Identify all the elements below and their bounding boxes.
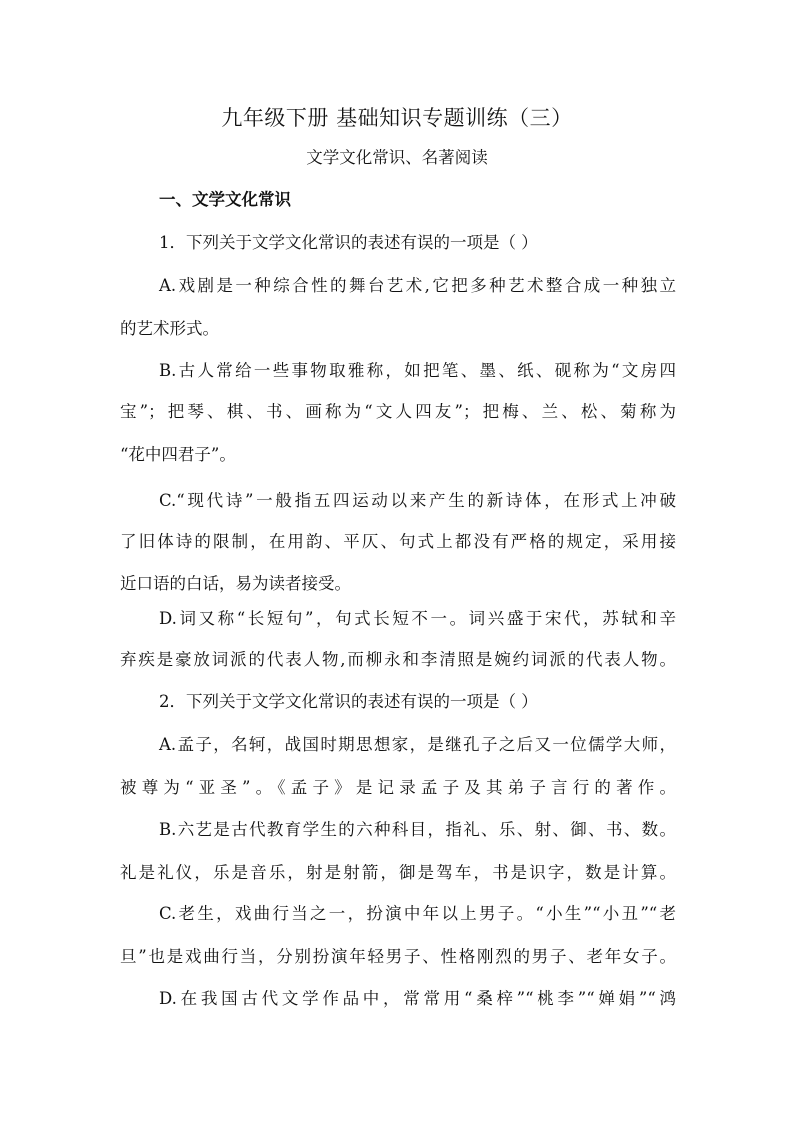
- question-1-option-c: C.“现代诗”一般指五四运动以来产生的新诗体，在形式上冲破: [159, 491, 676, 510]
- question-1-option-b: B.古人常给一些事物取雅称，如把笔、墨、纸、砚称为“文房四: [159, 361, 676, 380]
- question-1-option-d-cont: 弃疾是豪放词派的代表人物,而柳永和李清照是婉约词派的代表人物。: [120, 650, 676, 669]
- question-1-option-c-cont: 了旧体诗的限制，在用韵、平仄、句式上都没有严格的规定，采用接: [120, 532, 676, 551]
- question-1-option-d: D.词又称“长短句”，句式长短不一。词兴盛于宋代，苏轼和辛: [159, 609, 676, 628]
- question-2-option-b: B.六艺是古代教育学生的六种科目，指礼、乐、射、御、书、数。: [159, 820, 676, 839]
- question-2-option-c: C.老生，戏曲行当之一，扮演中年以上男子。“小生”“小丑”“老: [159, 904, 676, 923]
- question-1-option-a-cont: 的艺术形式。: [120, 319, 219, 338]
- question-2-option-a-cont: 被尊为“亚圣”。《孟子》是记录孟子及其弟子言行的著作。: [120, 778, 676, 797]
- question-2-option-b-cont: 礼是礼仪，乐是音乐，射是射箭，御是驾车，书是识字，数是计算。: [120, 863, 676, 882]
- question-2-option-c-cont: 旦”也是戏曲行当，分别扮演年轻男子、性格刚烈的男子、老年女子。: [120, 947, 676, 966]
- question-2-stem: 2．下列关于文学文化常识的表述有误的一项是（ ）: [159, 692, 538, 711]
- question-1-option-a: A.戏剧是一种综合性的舞台艺术,它把多种艺术整合成一种独立: [159, 276, 676, 295]
- document-subtitle: 文学文化常识、名著阅读: [306, 148, 488, 167]
- question-1-option-c-cont-2: 近口语的白话，易为读者接受。: [120, 574, 351, 593]
- question-1-option-b-cont-2: “花中四君子”。: [120, 445, 236, 464]
- question-1-stem: 1．下列关于文学文化常识的表述有误的一项是（ ）: [159, 233, 538, 252]
- question-2-option-d: D.在我国古代文学作品中，常常用“桑梓”“桃李”“婵娟”“鸿: [159, 989, 676, 1008]
- question-1-option-b-cont: 宝”；把琴、棋、书、画称为“文人四友”；把梅、兰、松、菊称为: [120, 402, 676, 421]
- document-title: 九年级下册 基础知识专题训练（三）: [221, 106, 573, 130]
- question-2-option-a: A.孟子，名轲，战国时期思想家，是继孔子之后又一位儒学大师，: [159, 735, 676, 754]
- section-heading: 一、文学文化常识: [159, 190, 291, 209]
